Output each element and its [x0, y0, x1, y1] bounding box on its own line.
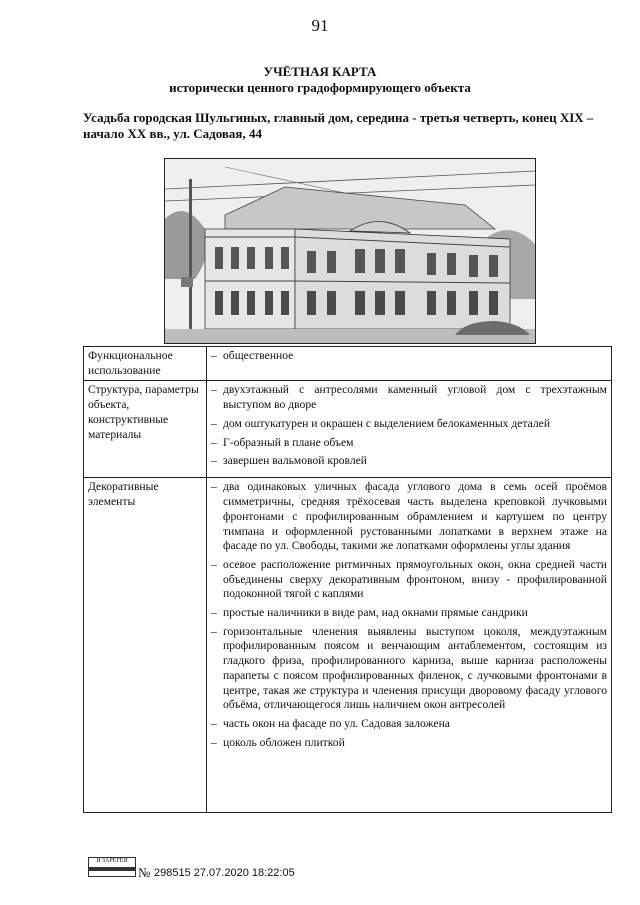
document-id: 298515 27.07.2020 18:22:05 [154, 867, 295, 879]
list-item: – цоколь обложен плиткой [211, 736, 607, 751]
list-item: – общественное [211, 349, 607, 364]
row-label: Функциональное использование [84, 347, 207, 381]
list-item: – дом оштукатурен и окрашен с выделением белокаменных деталей [211, 417, 607, 432]
table-row [84, 347, 612, 381]
card-table [83, 346, 612, 813]
table-row [84, 478, 612, 813]
list-item: – завершен вальмовой кровлей [211, 454, 607, 469]
card-subtitle: исторически ценного градоформирующего объекта [169, 80, 471, 95]
list-item: – двухэтажный с антресолями каменный угловой дом с трехэтажным выступом во дворе [211, 383, 607, 412]
row-label: Структура, параметры объекта, конструктивные материалы [84, 381, 207, 478]
card-title: УЧЁТНАЯ КАРТА [263, 64, 377, 79]
row-content [207, 347, 612, 381]
building-photo [164, 158, 536, 344]
signature-mark-icon: № [138, 865, 151, 880]
stamp-text: Я ЗАРЕГЕЯ [96, 858, 128, 864]
row-content [207, 478, 612, 813]
row-content [207, 381, 612, 478]
object-name: Усадьба городская Шульгиных, главный дом, середина - третья четверть, конец XIX – начало XX вв., ул. Садовая, 44 [83, 110, 594, 141]
footer [88, 851, 348, 891]
page-number: 91 [311, 16, 329, 35]
table-row [84, 381, 612, 478]
list-item: – горизонтальные членения выявлены выступом цоколя, междуэтажным профилированным поясом и венчающим антаблементом, состоящим из гладкого фриза, профилированного карниза, выше карниза расположены парапеты с поясом профилированных филенок, с лучковыми фронтонами в центре, такая же структура и членения присущи дворовому фасаду углового объёма, отличающегося лишь наличием окон антресолей [211, 625, 607, 713]
list-item: – простые наличники в виде рам, над окнами прямые сандрики [211, 606, 607, 621]
list-item: – часть окон на фасаде по ул. Садовая заложена [211, 717, 607, 732]
list-item: – осевое расположение ритмичных прямоугольных окон, окна средней части объединены сверху декоративным фронтоном, внизу - профилированной подоконной тягой с каплями [211, 558, 607, 602]
list-item: – Г-образный в плане объем [211, 436, 607, 451]
row-label: Декоративные элементы [84, 478, 207, 813]
list-item: – два одинаковых уличных фасада углового дома в семь осей проёмов симметричны, средняя трёхосевая часть выделена креповкой лучковыми фронтонами с профилированным обрамлением и картушем по центру тимпана и оформленной рустованными лопатками в верхнем этаже на фасаде по ул. Свободы, такими же лопатками оформлены углы здания [211, 480, 607, 554]
registration-stamp [88, 857, 136, 877]
